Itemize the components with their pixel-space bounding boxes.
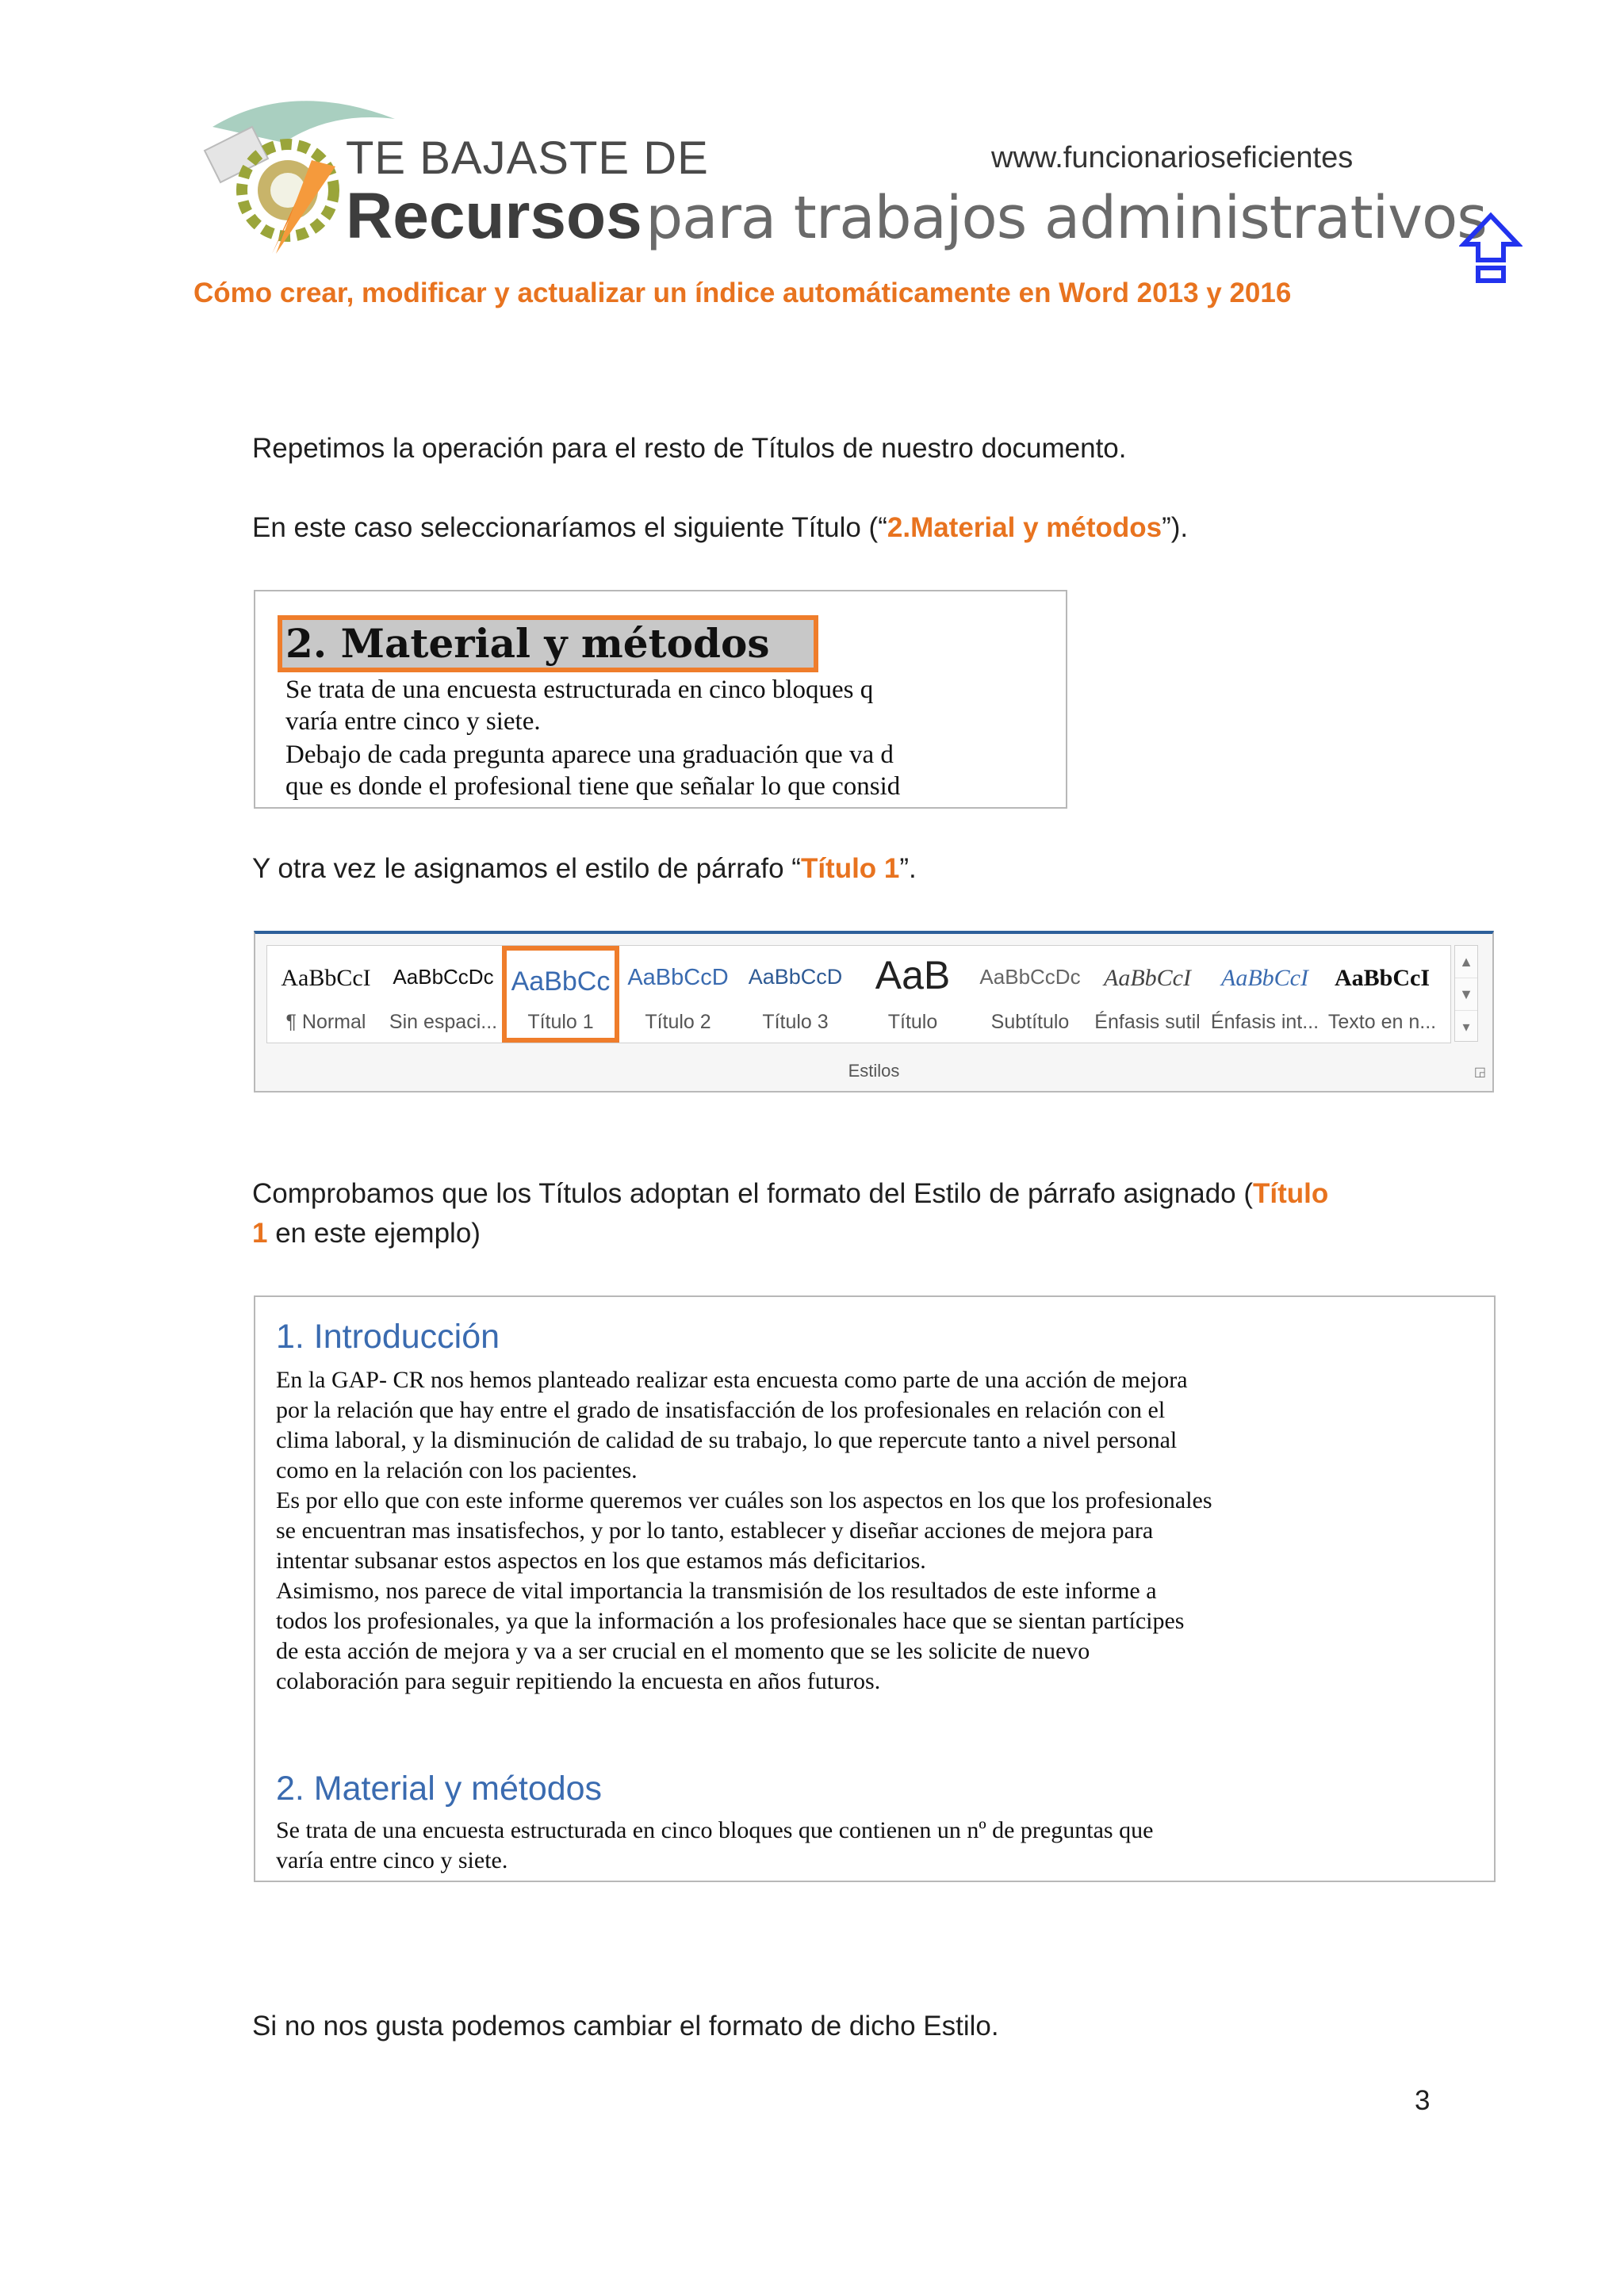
paragraph-4-line2: [252, 1213, 481, 1254]
paragraph-4-highlight-end: 1: [252, 1218, 268, 1249]
screenshot-line: Es por ello que con este informe queremos ver cuáles son los aspectos en los que los profesionales: [276, 1487, 1212, 1513]
screenshot-heading: 2. Material y métodos: [285, 620, 770, 667]
style-titulo-3[interactable]: [737, 946, 854, 1043]
screenshot-line: clima laboral, y la disminución de calidad de su trabajo, lo que repercute tanto a nivel personal: [276, 1427, 1178, 1453]
screenshot-line: de esta acción de mejora y va a ser crucial en el momento que se les solicite de nuevo: [276, 1638, 1090, 1664]
style-sample: AaBbCc: [511, 966, 611, 997]
paragraph-4-line1: [252, 1173, 1328, 1215]
paragraph-2: [252, 507, 1188, 549]
paragraph-2-highlight: 2.Material y métodos: [887, 512, 1162, 543]
style-sample: AaBbCcD: [627, 965, 729, 990]
style-sample: AaBbCcDc: [393, 965, 494, 989]
logo-text-line2: [346, 179, 1487, 254]
screenshot-line: Asimismo, nos parece de vital importancia la transmisión de los resultados de este informe a: [276, 1578, 1157, 1604]
paragraph-4-text-end: en este ejemplo): [267, 1218, 481, 1249]
screenshot-line: varía entre cinco y siete.: [285, 707, 541, 736]
paragraph-3-text: Y otra vez le asignamos el estilo de párrafo “: [252, 853, 801, 884]
gallery-scrollbar[interactable]: [1454, 945, 1478, 1042]
screenshot-heading-2: 2. Material y métodos: [276, 1770, 603, 1808]
style-sample: AaBbCcI: [1221, 965, 1308, 991]
document-title: Cómo crear, modificar y actualizar un índice automáticamente en Word 2013 y 2016: [193, 277, 1292, 308]
style-name: ¶ Normal: [285, 1011, 366, 1033]
style-titulo-2[interactable]: [619, 946, 737, 1043]
style-sample: AaBbCcDc: [979, 965, 1081, 989]
screenshot-line: Se trata de una encuesta estructurada en cinco bloques que contienen un nº de preguntas que: [276, 1817, 1154, 1843]
style-titulo[interactable]: [854, 946, 971, 1043]
style-name: Énfasis int...: [1210, 1011, 1320, 1033]
screenshot-line: Debajo de cada pregunta aparece una graduación que va d: [285, 740, 894, 769]
style-sample: AaBbCcI: [281, 965, 371, 991]
paragraph-3-highlight: Título 1: [800, 853, 900, 884]
gallery-more-icon[interactable]: ▾: [1462, 1019, 1470, 1035]
style-name: Título 3: [762, 1011, 829, 1033]
site-url[interactable]: www.funcionarioseficientes: [991, 141, 1354, 170]
style-name: Título 2: [645, 1011, 711, 1033]
logo-bold-word: Recursos: [346, 180, 642, 252]
paragraph-3: [252, 848, 917, 890]
screenshot-line: colaboración para seguir repitiendo la encuesta en años futuros.: [276, 1668, 881, 1694]
style-name: Subtítulo: [990, 1011, 1070, 1033]
paragraph-2-text: En este caso seleccionaríamos el siguiente Título (“: [252, 512, 887, 543]
dialog-launcher-icon[interactable]: ◲: [1473, 1066, 1486, 1079]
style-sin-espaciado[interactable]: [385, 946, 502, 1043]
style-enfasis-sutil[interactable]: [1089, 946, 1206, 1043]
style-name: Título: [887, 1011, 938, 1033]
screenshot-heading-1: 1. Introducción: [276, 1318, 500, 1356]
scroll-up-icon[interactable]: ▲: [1455, 946, 1477, 978]
style-sample: AaB: [875, 953, 951, 997]
style-titulo-1[interactable]: [502, 946, 619, 1043]
styles-ribbon: [254, 931, 1494, 1093]
up-arrow-icon[interactable]: [1459, 211, 1522, 287]
paragraph-1: Repetimos la operación para el resto de Títulos de nuestro documento.: [252, 433, 1127, 464]
style-sample: AaBbCcD: [748, 965, 843, 989]
screenshot-heading-selection: [254, 590, 1067, 809]
screenshot-line: Se trata de una encuesta estructurada en cinco bloques q: [285, 675, 874, 704]
paragraph-3-text-end: ”.: [899, 853, 917, 884]
style-subtitulo[interactable]: [971, 946, 1089, 1043]
screenshot-line: se encuentran mas insatisfechos, y por lo tanto, establecer y diseñar acciones de mejora para: [276, 1517, 1154, 1544]
style-name: Énfasis sutil: [1094, 1011, 1201, 1033]
screenshot-line: todos los profesionales, ya que la información a los profesionales hace que se sientan partícipes: [276, 1608, 1185, 1634]
style-name: Título 1: [527, 1011, 594, 1033]
style-name: Texto en n...: [1327, 1011, 1437, 1033]
scroll-down-icon[interactable]: ▼: [1455, 978, 1477, 1011]
style-enfasis-intenso[interactable]: [1206, 946, 1323, 1043]
ribbon-group-label: Estilos: [848, 1061, 900, 1081]
screenshot-line: por la relación que hay entre el grado de insatisfacción de los profesionales en relación con el: [276, 1397, 1166, 1423]
style-texto-en-negrita[interactable]: [1323, 946, 1441, 1043]
logo-light-words: para trabajos administrativos: [645, 184, 1487, 252]
screenshot-line: intentar subsanar estos aspectos en los que estamos más deficitarios.: [276, 1548, 926, 1574]
paragraph-4-text: Comprobamos que los Títulos adoptan el formato del Estilo de párrafo asignado (: [252, 1178, 1254, 1209]
paragraph-4-highlight: Título: [1253, 1178, 1329, 1209]
style-sample: AaBbCcI: [1104, 965, 1191, 991]
screenshot-line: que es donde el profesional tiene que señalar lo que consid: [285, 772, 901, 801]
styles-gallery: [266, 945, 1451, 1043]
screenshot-line: como en la relación con los pacientes.: [276, 1457, 638, 1483]
paragraph-5: Si no nos gusta podemos cambiar el formato de dicho Estilo.: [252, 2011, 999, 2042]
page-number: 3: [1415, 2085, 1431, 2116]
screenshot-line: varía entre cinco y siete.: [276, 1847, 508, 1873]
style-name: Sin espaci...: [389, 1011, 498, 1033]
paragraph-2-text-end: ”).: [1162, 512, 1189, 543]
style-sample: AaBbCcI: [1334, 965, 1430, 991]
screenshot-line: En la GAP- CR nos hemos planteado realizar esta encuesta como parte de una acción de mejora: [276, 1367, 1188, 1393]
logo-text-line1: TE BAJASTE DE: [346, 132, 709, 184]
screenshot-formatted-headings: [254, 1295, 1496, 1882]
style-normal[interactable]: [267, 946, 385, 1043]
